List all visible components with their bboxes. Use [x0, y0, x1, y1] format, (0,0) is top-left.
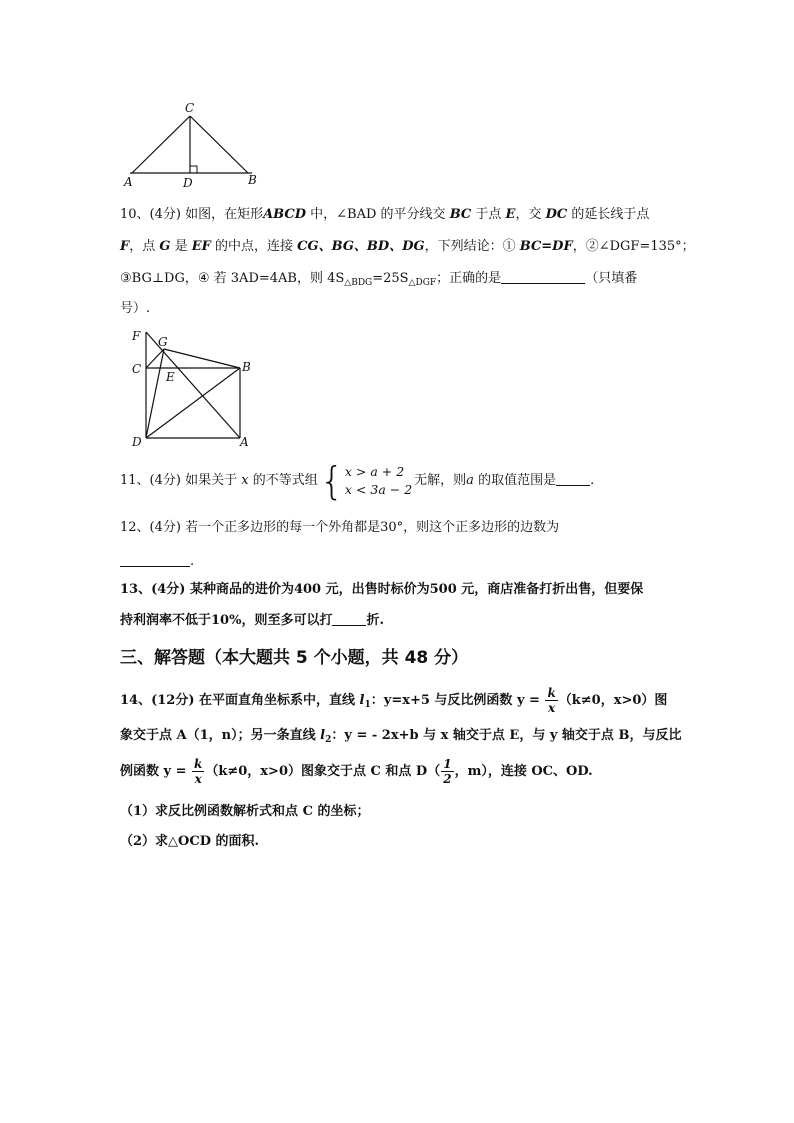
q11-line: 11、(4分) 如果关于 x 的不等式组 { x > a + 2 x < 3a − 2 无解，则a 的取值范围是 . [120, 458, 595, 503]
fig2-label-a: A [240, 435, 249, 449]
fig2-label-d: D [132, 435, 142, 449]
rectangle-figure [128, 326, 258, 450]
one-half-fraction: $\frac{1}{2}$ [443, 757, 452, 786]
q14-subquestion-2: （2）求△OCD 的面积. [120, 834, 260, 849]
fig1-label-b: B [248, 173, 257, 187]
q10-line1: 10、(4分) 如图，在矩形ABCD 中，∠BAD 的平分线交 BC 于点 E，交 DC 的延长线于点 [120, 207, 650, 222]
fig1-label-d: D [183, 176, 193, 190]
k-over-x-fraction-2: $\frac{k}{x}$ [194, 757, 203, 786]
q10-line4: 号）. [120, 301, 151, 316]
fig2-label-g: G [158, 335, 168, 349]
k-over-x-fraction: $\frac{k}{x}$ [547, 686, 556, 715]
q10-answer-blank[interactable] [501, 269, 585, 284]
q10-line2: F，点 G 是 EF 的中点，连接 CG、BG、BD、DG，下列结论：① BC=DF，②∠DGF=135°； [120, 239, 695, 254]
q12-line2: . [120, 552, 194, 572]
fig2-label-f: F [132, 329, 141, 343]
q13-line2: 持利润率不低于10%，则至多可以打 折. [120, 613, 384, 628]
fig2-label-b: B [242, 360, 251, 374]
q12-line1: 12、(4分) 若一个正多边形的每一个外角都是30°，则这个正多边形的边数为 [120, 520, 560, 535]
fig1-label-a: A [124, 175, 133, 189]
q14-subquestion-1: （1）求反比例函数解析式和点 C 的坐标； [120, 804, 370, 819]
q10-line3: ③BG⊥DG，④ 若 3AD=4AB，则 $4S_{\triangle BDG}=25S_{\triangle DGF}$；正确的是 （只填番 [120, 271, 638, 288]
inequality-system: { x > a + 2 x < 3a − 2 [319, 458, 413, 503]
q14-line1: 14、(12分) 在平面直角坐标系中，直线 $l_1$：y=x+5 与反比例函数 y = $\frac{k}{x}$ （k≠0，x>0）图 [120, 686, 668, 715]
q12-answer-blank[interactable] [120, 552, 190, 567]
q14-line2: 象交于点 A（1，n）；另一条直线 $l_2$：y = - 2x+b 与 x 轴交于点 E，与 y 轴交于点 B，与反比 [120, 728, 682, 745]
q13-answer-blank[interactable] [332, 611, 366, 626]
q11-answer-blank[interactable] [556, 471, 590, 486]
section-heading: 三、解答题（本大题共 5 个小题，共 48 分） [120, 648, 469, 668]
q13-line1: 13、(4分) 某种商品的进价为400 元，出售时标价为500 元，商店准备打折出售，但要保 [120, 582, 644, 597]
triangle-figure [120, 98, 270, 190]
fig1-label-c: C [185, 101, 195, 115]
fig2-label-c: C [132, 362, 142, 376]
q14-line3: 例函数 y = $\frac{k}{x}$ （k≠0，x>0）图象交于点 C 和点 D（ $\frac{1}{2}$ ，m），连接 OC、OD. [120, 757, 593, 786]
fig2-label-e: E [166, 370, 175, 384]
